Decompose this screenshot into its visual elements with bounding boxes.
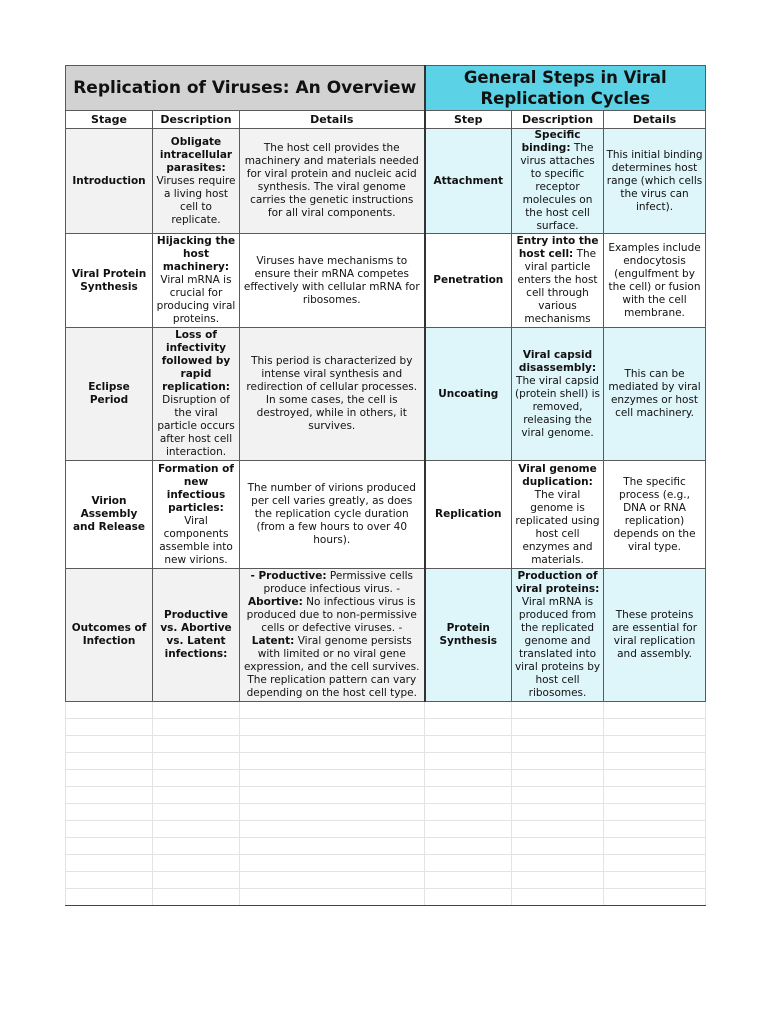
- description-cell: [153, 234, 240, 328]
- description-cell: [153, 129, 240, 234]
- step-description-cell: [512, 234, 604, 328]
- description-cell: [153, 328, 240, 461]
- empty-row: [66, 804, 706, 821]
- details-text-abortive: No infectious virus is produced due to non-permissive cells or defective viruses. -: [246, 596, 417, 634]
- description-bold: Obligate intracellular parasites:: [159, 135, 233, 174]
- stage-cell: Introduction: [66, 129, 153, 234]
- stage-cell: Virion Assembly and Release: [66, 461, 153, 569]
- step-description-bold: Entry into the host cell:: [516, 235, 599, 260]
- description-bold: Formation of new infectious particles:: [158, 462, 234, 514]
- details-bold-productive: - Productive:: [250, 570, 327, 582]
- details-cell: The number of virions produced per cell varies greatly, as does the replication cycle duration (from a few hours to over 40 hours).: [240, 461, 425, 569]
- step-description-text: The viral particle enters the host cell through various mechanisms: [517, 248, 598, 325]
- header-stage: Stage: [66, 111, 153, 129]
- step-description-text: The viral genome is replicated using host cell enzymes and materials.: [515, 488, 600, 566]
- empty-row: [66, 770, 706, 787]
- header-step-details: Details: [604, 111, 706, 129]
- header-step-description: Description: [512, 111, 604, 129]
- details-bold-latent: Latent:: [251, 635, 295, 647]
- details-cell: Viruses have mechanisms to ensure their mRNA competes effectively with cellular mRNA for ribosomes.: [240, 234, 425, 328]
- description-cell: [153, 461, 240, 569]
- table-row: [66, 129, 706, 234]
- header-step: Step: [425, 111, 512, 129]
- table-row: [66, 234, 706, 328]
- description-bold: Hijacking the host machinery:: [156, 235, 236, 273]
- empty-row: [66, 702, 706, 719]
- step-description-cell: [512, 569, 604, 702]
- details-bold-abortive: Abortive:: [248, 596, 303, 608]
- description-text: Viral components assemble into new virions.: [159, 514, 233, 566]
- empty-row: [66, 821, 706, 838]
- step-cell: Penetration: [425, 234, 512, 328]
- details-cell: This period is characterized by intense viral synthesis and redirection of cellular processes. In some cases, the cell is destroyed, while in others, it survives.: [240, 328, 425, 461]
- step-description-cell: [512, 461, 604, 569]
- details-cell: The host cell provides the machinery and materials needed for viral protein and nucleic acid synthesis. The viral genome carries the genetic instructions for all viral components.: [240, 129, 425, 234]
- table-row: [66, 569, 706, 702]
- empty-row: [66, 838, 706, 855]
- step-details-cell: Examples include endocytosis (engulfment by the cell) or fusion with the cell membrane.: [604, 234, 706, 328]
- overview-table: [65, 65, 706, 906]
- stage-cell: Outcomes of Infection: [66, 569, 153, 702]
- details-text-productive: Permissive cells produce infectious virus. -: [263, 570, 414, 595]
- empty-row: [66, 736, 706, 753]
- step-cell: Uncoating: [425, 328, 512, 461]
- step-description-cell: [512, 129, 604, 234]
- empty-row: [66, 787, 706, 804]
- step-description-cell: [512, 328, 604, 461]
- step-description-bold: Viral capsid disassembly:: [518, 348, 597, 374]
- empty-row: [66, 719, 706, 736]
- details-text-latent: Viral genome persists with limited or no viral gene expression, and the cell survives. The replication pattern can vary depending on the host cell type.: [244, 635, 420, 699]
- empty-row: [66, 753, 706, 770]
- step-cell: Attachment: [425, 129, 512, 234]
- step-details-cell: These proteins are essential for viral replication and assembly.: [604, 569, 706, 702]
- table-row: [66, 328, 706, 461]
- description-cell: Productive vs. Abortive vs. Latent infections:: [153, 569, 240, 702]
- description-text: Disruption of the viral particle occurs after host cell interaction.: [157, 394, 235, 458]
- header-description: Description: [153, 111, 240, 129]
- description-text: Viruses require a living host cell to replicate.: [156, 174, 236, 226]
- empty-row: [66, 855, 706, 872]
- step-details-cell: This initial binding determines host range (which cells the virus can infect).: [604, 129, 706, 234]
- details-cell: [240, 569, 425, 702]
- step-description-bold: Specific binding:: [521, 129, 581, 154]
- right-title: General Steps in Viral Replication Cycles: [425, 66, 706, 111]
- step-description-bold: Viral genome duplication:: [518, 462, 597, 488]
- step-cell: Protein Synthesis: [425, 569, 512, 702]
- empty-row: [66, 872, 706, 889]
- header-details: Details: [240, 111, 425, 129]
- step-details-cell: The specific process (e.g., DNA or RNA replication) depends on the viral type.: [604, 461, 706, 569]
- empty-row: [66, 889, 706, 906]
- step-description-text: Viral mRNA is produced from the replicated genome and translated into viral proteins by host cell ribosomes.: [514, 596, 601, 699]
- step-cell: Replication: [425, 461, 512, 569]
- description-bold: Loss of infectivity followed by rapid replication:: [161, 329, 231, 393]
- step-description-text: The virus attaches to specific receptor molecules on the host cell surface.: [520, 142, 595, 232]
- step-description-bold: Production of viral proteins:: [515, 570, 600, 595]
- stage-cell: Eclipse Period: [66, 328, 153, 461]
- step-description-text: The viral capsid (protein shell) is removed, releasing the viral genome.: [515, 374, 601, 439]
- step-details-cell: This can be mediated by viral enzymes or host cell machinery.: [604, 328, 706, 461]
- description-text: Viral mRNA is crucial for producing viral proteins.: [156, 274, 236, 325]
- left-title: Replication of Viruses: An Overview: [66, 66, 425, 111]
- stage-cell: Viral Protein Synthesis: [66, 234, 153, 328]
- table-row: [66, 461, 706, 569]
